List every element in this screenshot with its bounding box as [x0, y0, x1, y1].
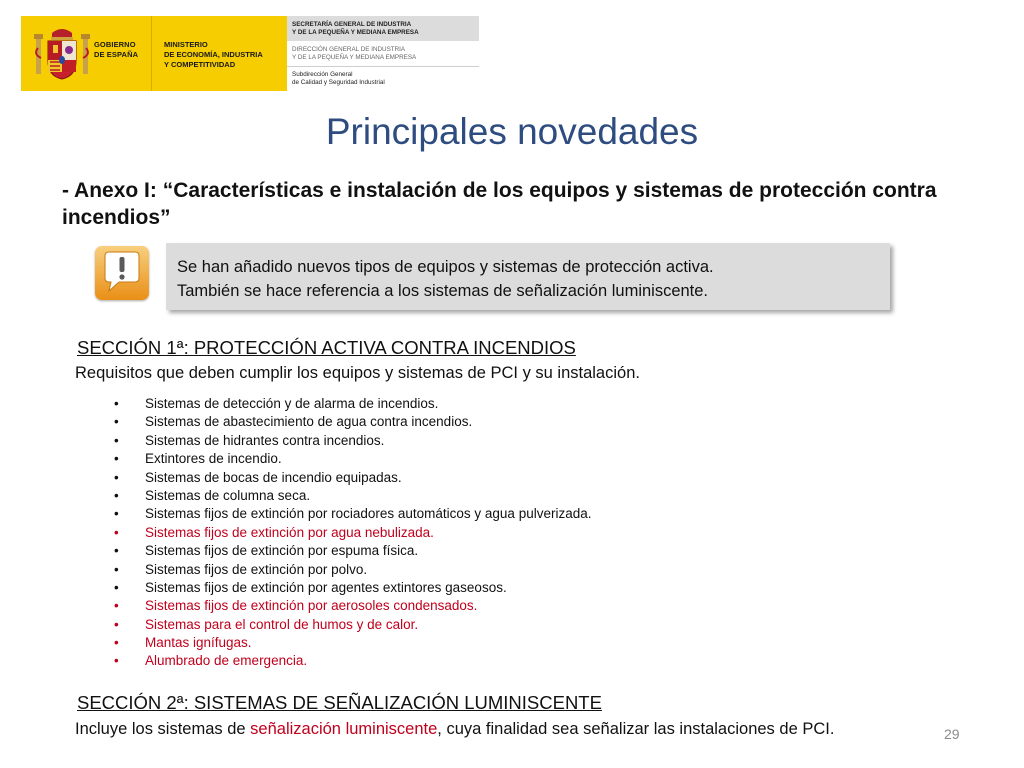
subdireccion-text: Subdirección General de Calidad y Seguridad Industrial	[292, 71, 385, 86]
ministerio-text: MINISTERIO DE ECONOMÍA, INDUSTRIA Y COMPETITIVIDAD	[164, 40, 263, 69]
list-item: • Sistemas fijos de extinción por rociadores automáticos y agua pulverizada.	[114, 506, 592, 522]
list-item: • Sistemas fijos de extinción por polvo.	[114, 561, 368, 577]
list-item: • Sistemas de bocas de incendio equipadas.	[114, 469, 402, 485]
callout-box	[166, 243, 890, 310]
list-item: • Sistemas de columna seca.	[114, 487, 311, 503]
secretaria-box	[287, 16, 479, 41]
list-item: • Mantas ignífugas.	[114, 635, 252, 651]
gobierno-text: GOBIERNO DE ESPAÑA	[94, 40, 139, 59]
section2-description: Incluye los sistemas de señalización luminiscente, cuya finalidad sea señalizar las instalaciones de PCI.	[75, 720, 835, 738]
secretaria-text: SECRETARÍA GENERAL DE INDUSTRIA Y DE LA PEQUEÑA Y MEDIANA EMPRESA	[292, 21, 419, 36]
banner-divider	[151, 16, 152, 91]
list-item: • Sistemas para el control de humos y de calor.	[114, 616, 419, 632]
highlight-text: señalización luminiscente	[250, 720, 438, 738]
list-item: • Sistemas de abastecimiento de agua contra incendios.	[114, 414, 473, 430]
exclamation-speech-bubble-icon	[95, 246, 149, 300]
section2-title: SECCIÓN 2ª: SISTEMAS DE SEÑALIZACIÓN LUMINISCENTE	[77, 692, 602, 713]
department-column	[287, 16, 479, 91]
direccion-text: DIRECCIÓN GENERAL DE INDUSTRIA Y DE LA PEQUEÑA Y MEDIANA EMPRESA	[292, 46, 417, 61]
section1-description: Requisitos que deben cumplir los equipos y sistemas de PCI y su instalación.	[75, 364, 640, 382]
list-item: • Sistemas fijos de extinción por espuma física.	[114, 543, 419, 559]
list-item: • Alumbrado de emergencia.	[114, 653, 308, 669]
department-divider	[287, 66, 479, 67]
callout-text: Se han añadido nuevos tipos de equipos y sistemas de protección activa. También se hace referencia a los sistemas de señalización luminiscente.	[177, 258, 714, 300]
page-number: 29	[944, 726, 960, 742]
list-item: • Sistemas fijos de extinción por agentes extintores gaseosos.	[114, 579, 507, 595]
section1-list	[114, 395, 591, 671]
list-item: • Sistemas fijos de extinción por aerosoles condensados.	[114, 598, 478, 614]
coat-of-arms-icon	[33, 24, 91, 82]
slide-title: Principales novedades	[325, 111, 699, 152]
list-item: • Extintores de incendio.	[114, 451, 282, 467]
list-item: • Sistemas fijos de extinción por agua nebulizada.	[114, 524, 434, 540]
list-item: • Sistemas de hidrantes contra incendios.	[114, 432, 385, 448]
government-header-banner	[21, 16, 479, 91]
section1-title: SECCIÓN 1ª: PROTECCIÓN ACTIVA CONTRA INCENDIOS	[77, 337, 576, 358]
annex-heading: - Anexo I: “Características e instalación de los equipos y sistemas de protección contra incendios”	[62, 179, 937, 229]
list-item: • Sistemas de detección y de alarma de incendios.	[114, 396, 439, 411]
